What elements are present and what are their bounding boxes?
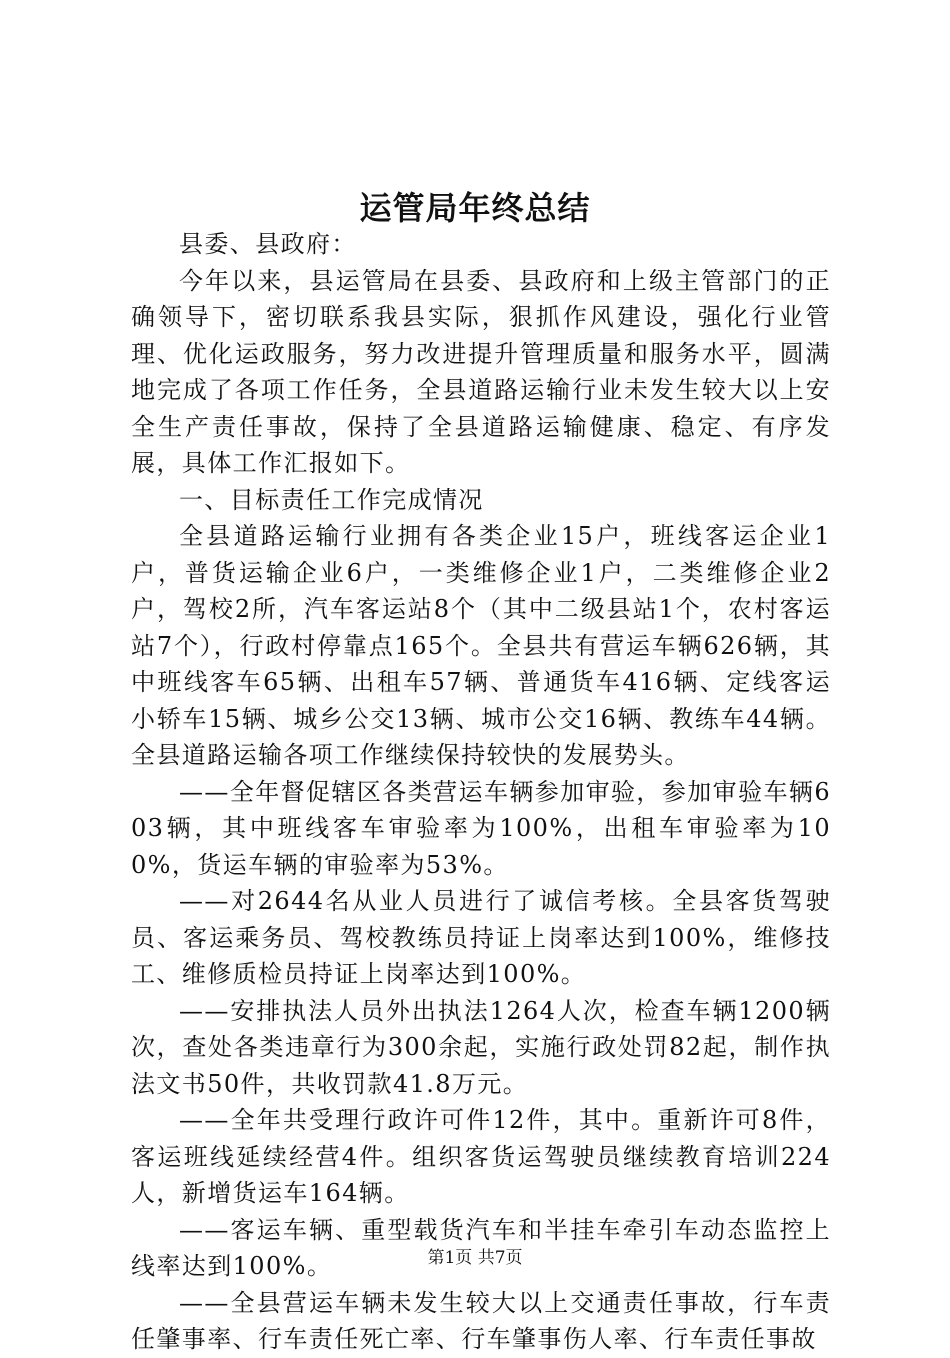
list-item: ——全年督促辖区各类营运车辆参加审验，参加审验车辆603辆，其中班线客车审验率为100%，出租车审验率为100%，货运车辆的审验率为53%。	[131, 777, 831, 879]
paragraph: 今年以来，县运管局在县委、县政府和上级主管部门的正确领导下，密切联系我县实际，狠抓作风建设，强化行业管理、优化运政服务，努力改进提升管理质量和服务水平，圆满地完成了各项工作任务，全县道路运输行业未发生较大以上安全生产责任事故，保持了全县道路运输健康、稳定、有序发展，具体工作汇报如下。	[131, 266, 831, 477]
paragraph: 全县道路运输行业拥有各类企业15户，班线客运企业1户，普货运输企业6户，一类维修企业1户，二类维修企业2户，驾校2所，汽车客运站8个（其中二级县站1个，农村客运站7个），行政村停靠点165个。全县共有营运车辆626辆，其中班线客车65辆、出租车57辆、普通货车416辆、定线客运小轿车15辆、城乡公交13辆、城市公交16辆、教练车44辆。全县道路运输各项工作继续保持较快的发展势头。	[131, 522, 831, 769]
list-item: ——全县营运车辆未发生较大以上交通责任事故，行车责任肇事率、行车责任死亡率、行车肇事伤人率、行车责任事故	[131, 1288, 831, 1353]
list-item: ——全年共受理行政许可件12件，其中。重新许可8件，客运班线延续经营4件。组织客货运驾驶员继续教育培训224人，新增货运车164辆。	[131, 1106, 831, 1207]
document-title: 运管局年终总结	[359, 189, 591, 227]
list-item: ——客运车辆、重型载货汽车和半挂车牵引车动态监控上线率达到100%。	[131, 1215, 831, 1280]
salutation: 县委、县政府：	[179, 230, 357, 258]
section-heading: 一、目标责任工作完成情况	[179, 485, 484, 514]
document-body	[131, 226, 831, 1358]
page-number: 第1页 共7页	[427, 1248, 523, 1268]
list-item: ——对2644名从业人员进行了诚信考核。全县客货驾驶员、客运乘务员、驾校教练员持证上岗率达到100%，维修技工、维修质检员持证上岗率达到100%。	[131, 887, 831, 988]
list-item: ——安排执法人员外出执法1264人次，检查车辆1200辆次，查处各类违章行为300余起，实施行政处罚82起，制作执法文书50件，共收罚款41.8万元。	[131, 996, 831, 1098]
